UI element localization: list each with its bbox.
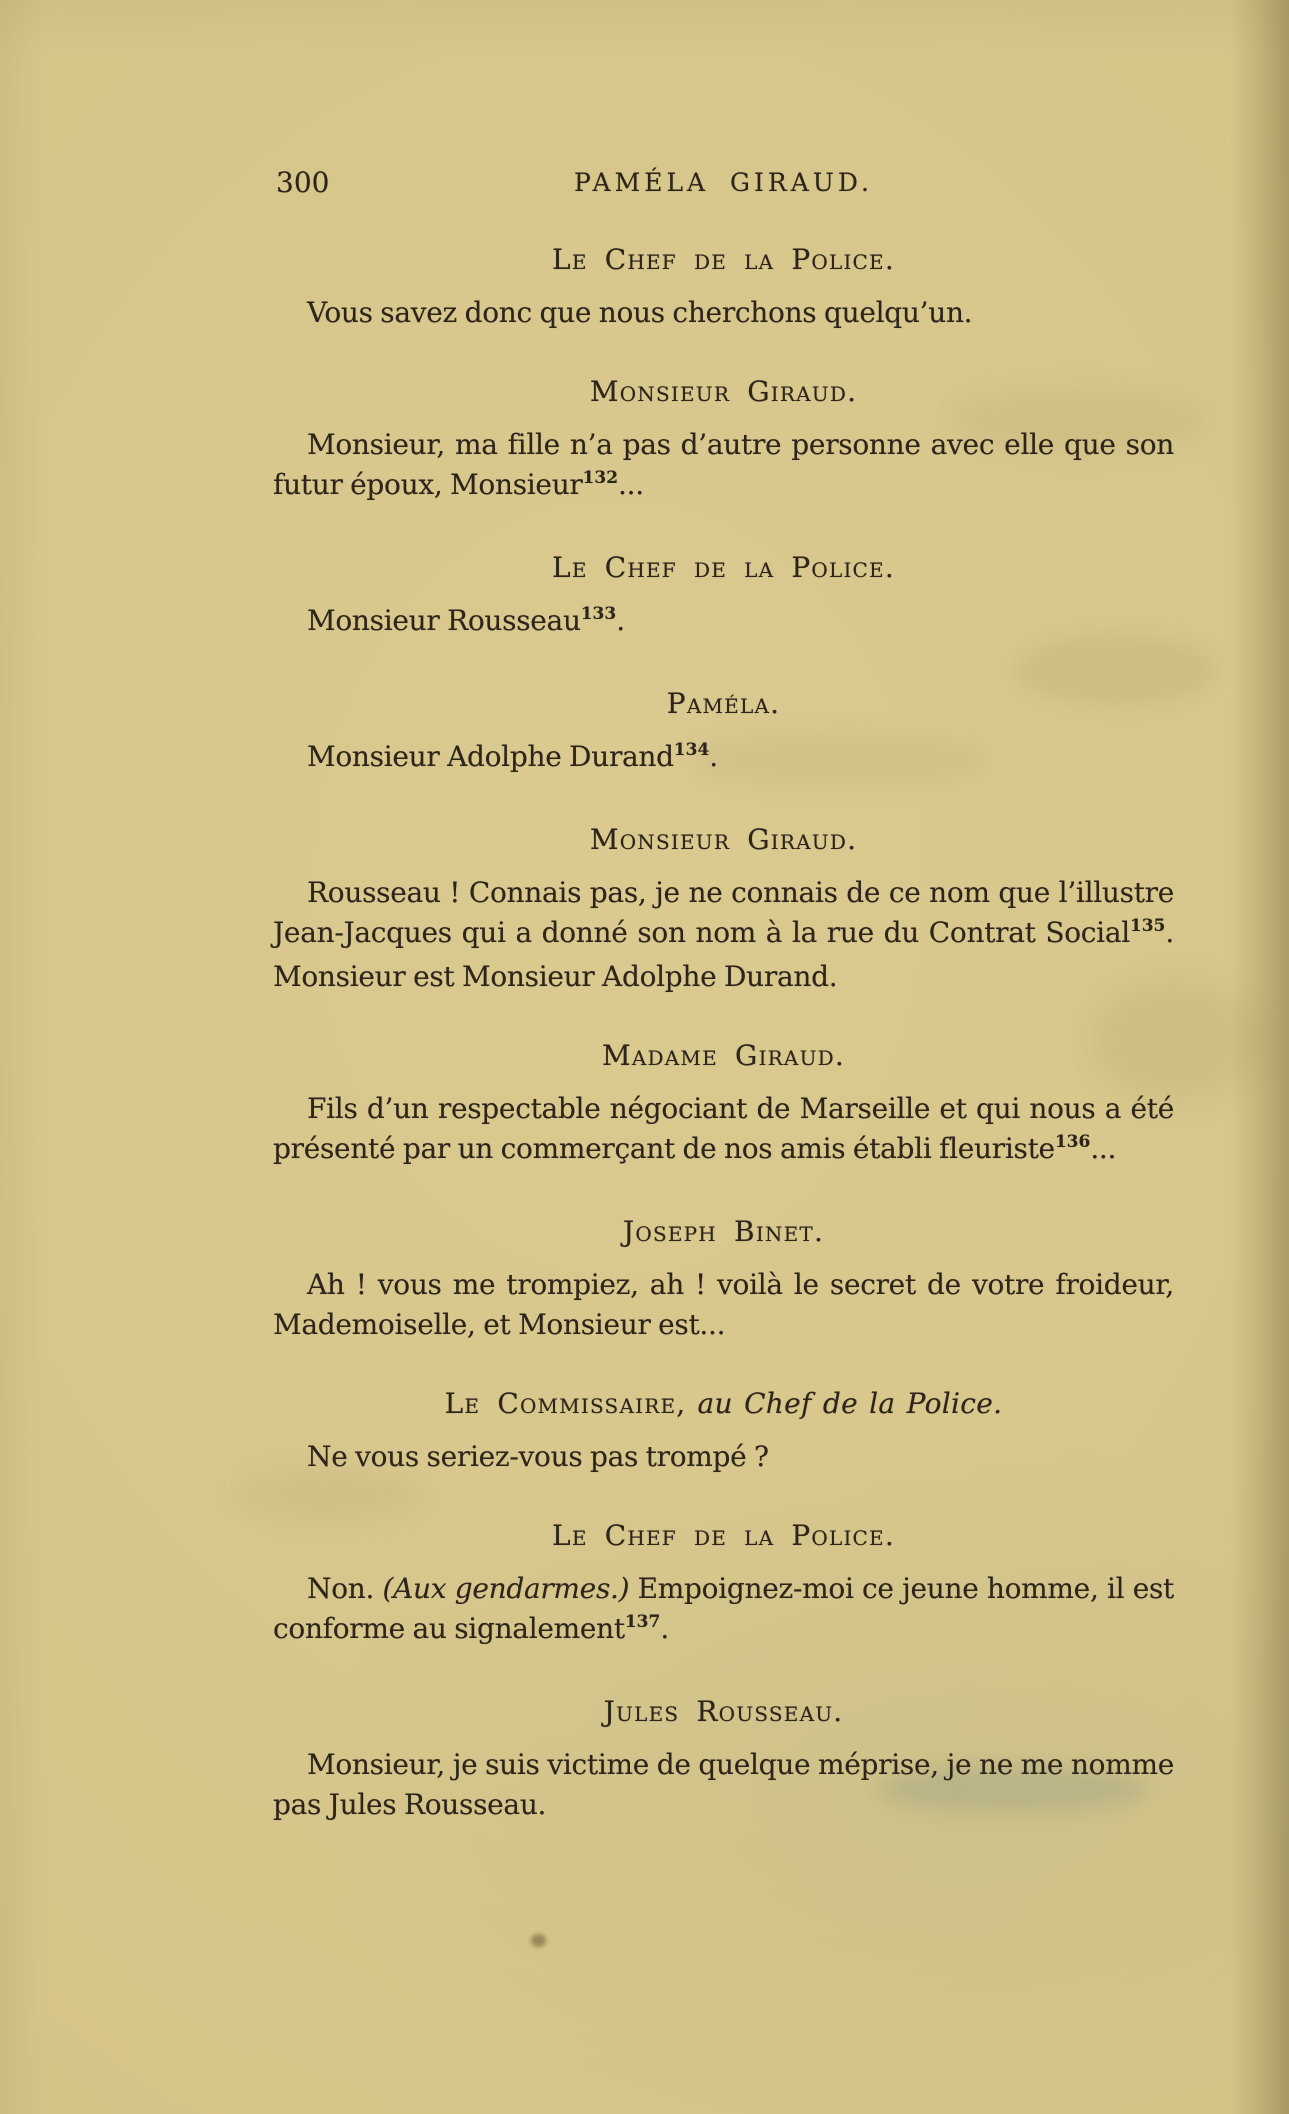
plain-text: Fils d’un respectable négociant de Marseille et qui nous a été présenté par un commerçant de nos amis établi fleuriste [273,1092,1174,1165]
footnote-ref: 136 [1054,1132,1091,1152]
plain-text: Le Commissaire, [444,1387,687,1420]
plain-text: ... [618,468,644,501]
plain-text: Ah ! vous me trompiez, ah ! voilà le secret de votre froideur, Mademoiselle, et Monsieur est... [273,1268,1174,1341]
speech [273,1217,1174,1345]
speech [273,377,1174,509]
italic-text: (Aux gendarmes.) [382,1572,630,1605]
plain-text: Monsieur Rousseau [307,604,581,637]
plain-text: Le Chef de la Police. [552,551,895,584]
dialogue-paragraph [273,873,1174,997]
text-block [273,165,1174,1825]
speaker-heading [273,1041,1174,1071]
dialogue-paragraph [273,1089,1174,1173]
plain-text: . [709,740,718,773]
plain-text: Paméla. [666,687,781,720]
plain-text: . [616,604,625,637]
dialogue-paragraph [273,293,1174,333]
plain-text: Non. [307,1572,383,1605]
plain-text: Monsieur, je suis victime de quelque méprise, je ne me nomme pas Jules Rousseau. [273,1748,1174,1821]
footnote-ref: 134 [673,740,710,760]
dialogue-speeches [273,245,1174,1825]
dialogue-paragraph [273,425,1174,509]
running-title: PAMÉLA GIRAUD. [574,168,873,197]
speaker-heading [273,1217,1174,1247]
plain-text: Monsieur Adolphe Durand [307,740,674,773]
italic-text: au Chef de la Police. [686,1387,1003,1420]
dialogue-paragraph [273,737,1174,781]
dialogue-paragraph [273,1437,1174,1477]
footnote-ref: 132 [582,468,619,488]
plain-text: Le Chef de la Police. [552,1519,895,1552]
dialogue-paragraph [273,1569,1174,1653]
speech [273,1389,1174,1477]
speaker-heading [273,1697,1174,1727]
speaker-heading [273,377,1174,407]
speech [273,689,1174,781]
page-number: 300 [276,166,330,199]
footnote-ref: 133 [580,604,617,624]
footnote-ref: 137 [624,1612,661,1632]
dialogue-paragraph [273,1745,1174,1825]
speech [273,825,1174,997]
dialogue-paragraph [273,1265,1174,1345]
speech [273,553,1174,645]
plain-text: Joseph Binet. [622,1215,825,1248]
plain-text: Monsieur Giraud. [589,823,858,856]
speaker-heading [273,245,1174,275]
plain-text: Le Chef de la Police. [552,243,895,276]
page-header [273,165,1174,201]
footnote-ref: 135 [1129,916,1166,936]
plain-text: . [660,1612,669,1645]
plain-text: ... [1090,1132,1117,1165]
plain-text: Monsieur, ma fille n’a pas d’autre personne avec elle que son futur époux, Monsieur [273,428,1174,501]
dialogue-paragraph [273,601,1174,645]
plain-text: Jules Rousseau. [603,1695,844,1728]
speech [273,245,1174,333]
paper-stain [531,1934,546,1947]
plain-text: Rousseau ! Connais pas, je ne connais de ce nom que l’illustre Jean-Jacques qui a donné son nom à la rue du Contrat Social [273,876,1174,949]
speaker-heading [273,553,1174,583]
speech [273,1697,1174,1825]
speaker-heading [273,689,1174,719]
plain-text: Monsieur Giraud. [589,375,858,408]
speaker-heading [273,1389,1174,1419]
speaker-heading [273,1521,1174,1551]
plain-text: Madame Giraud. [602,1039,845,1072]
plain-text: . Monsieur est Monsieur Adolphe Durand. [273,916,1174,993]
speech [273,1521,1174,1653]
speech [273,1041,1174,1173]
plain-text: Empoignez-moi ce jeune homme, il est conforme au signalement [273,1572,1174,1645]
plain-text: Ne vous seriez-vous pas trompé ? [307,1440,769,1473]
speaker-heading [273,825,1174,855]
plain-text: Vous savez donc que nous cherchons quelqu’un. [307,296,973,329]
